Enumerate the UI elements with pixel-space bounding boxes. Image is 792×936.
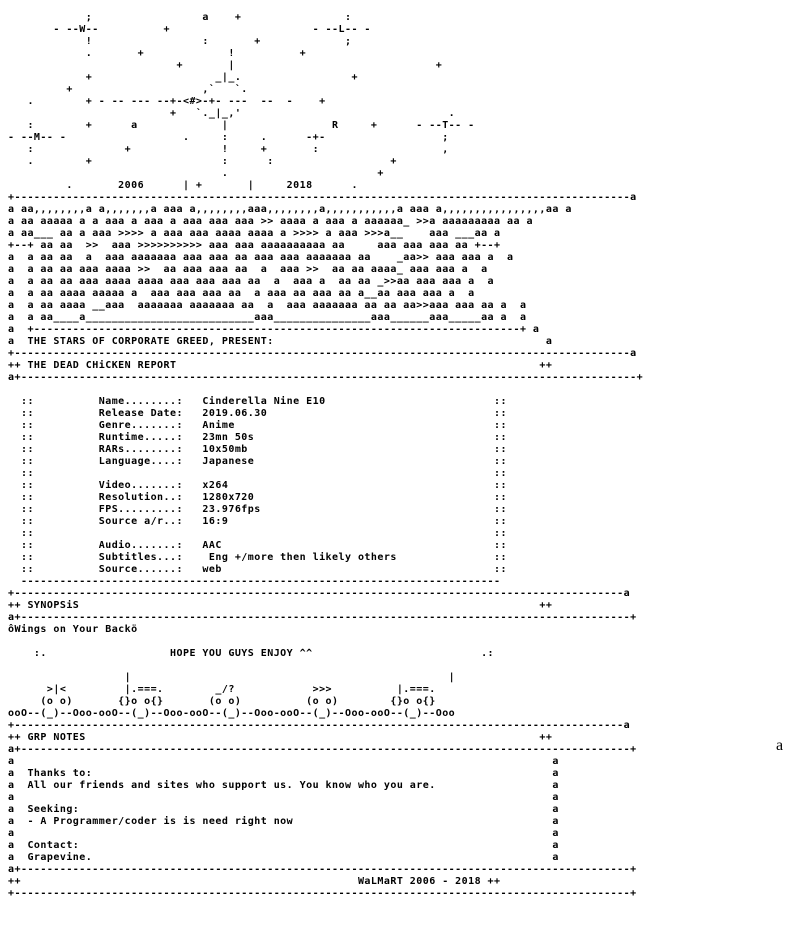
grp-notes-line: ++ WaLMaRT 2006 - 2018 ++ — [8, 876, 501, 887]
logo-art-line: a aa aaaaa a a aaa a aaa a aaa aaa aaa >> aaaa a aaa a aaaaaa_ >>a aaaaaaaaa aa a — [8, 216, 533, 227]
grp-notes-line: a Thanks to: a — [8, 768, 559, 779]
header-art-line: . + : : + — [8, 156, 397, 167]
footer-art-line: +----------------------------------------------------------------------------------------------a — [8, 720, 631, 731]
footer-art-line: a+----------------------------------------------------------------------------------------------+ — [8, 744, 637, 755]
footer-art-line: >|< |.===. _/? >>> |.===. — [8, 684, 436, 695]
header-art-line: : + a | R + - --T-- - — [8, 120, 475, 131]
release-info-line: :: Source a/r..: 16:9 :: — [8, 516, 507, 527]
release-info-line: -------------------------------------------------------------------------- — [8, 576, 501, 587]
logo-art-line: +-----------------------------------------------------------------------------------------------a — [8, 348, 637, 359]
logo-art-line: a aa___ aa a aaa >>>> a aaa aaa aaaa aaaa a >>>> a aaa >>>a__ aaa ___aa a — [8, 228, 501, 239]
grp-notes-line: a a — [8, 828, 559, 839]
release-info-line: :: RARs........: 10x50mb :: — [8, 444, 507, 455]
logo-art-line: a a aa aa aaa aaaa aaaa aaa aaa aaa aa a aaa a aa aa _>>aa aaa aaa a a — [8, 276, 495, 287]
release-info-line: :: Language....: Japanese :: — [8, 456, 507, 467]
grp-notes-line: a a — [8, 756, 559, 767]
release-info-line: ++ SYNOPSiS ++ — [8, 600, 553, 611]
grp-notes-line: a a — [8, 792, 559, 803]
logo-art-line: a a aa____a__________________________aaa_______________aaa______aaa_____aa a a — [8, 312, 527, 323]
release-info-line: :: Release Date: 2019.06.30 :: — [8, 408, 507, 419]
header-art-line: + ,` `. — [8, 84, 248, 95]
logo-art-line: a a aa aaaa __aaa aaaaaaa aaaaaaa aa a aaa aaaaaaa aa aa aa>>aaa aaa aa a a — [8, 300, 527, 311]
header-art-line: + | + — [8, 60, 443, 71]
header-art-line: - --M-- - . : . -+- ; — [8, 132, 449, 143]
header-art-line: + _|_. + — [8, 72, 358, 83]
logo-art-line: a a aa aaaa aaaaa a aaa aaa aaa aa a aaa aa aaa aa a__aa aaa aaa a a — [8, 288, 475, 299]
logo-art-line: ++ THE DEAD CHiCKEN REPORT ++ — [8, 360, 553, 371]
header-art-line: . + ! + — [8, 48, 307, 59]
header-art-line: ; a + : — [8, 12, 352, 23]
header-art-line: . 2006 | + | 2018 . — [8, 180, 358, 191]
release-info-line: :: :: — [8, 468, 507, 479]
logo-art-line: a a aa aa aaa aaaa >> aa aaa aaa aa a aaa >> aa aa aaaa_ aaa aaa a a — [8, 264, 488, 275]
footer-art-line: :. HOPE YOU GUYS ENJOY ^^ .: — [8, 648, 495, 659]
header-art-line: : + ! + : , — [8, 144, 449, 155]
header-art-line: - --W-- + - --L-- - — [8, 24, 371, 35]
release-info-line: :: Audio.......: AAC :: — [8, 540, 507, 551]
grp-notes-line: a+----------------------------------------------------------------------------------------------+ — [8, 864, 637, 875]
footer-art-line: ++ GRP NOTES ++ — [8, 732, 553, 743]
grp-notes-line: a Grapevine. a — [8, 852, 559, 863]
header-art-line: +-----------------------------------------------------------------------------------------------a — [8, 192, 637, 203]
release-info-line: :: Genre.......: Anime :: — [8, 420, 507, 431]
grp-notes-line: +-----------------------------------------------------------------------------------------------+ — [8, 888, 637, 899]
header-art-line: + `._|_,' . — [8, 108, 456, 119]
footer-art-line: ooO--(_)--Ooo-ooO--(_)--Ooo-ooO--(_)--Ooo-ooO--(_)--Ooo-ooO--(_)--Ooo — [8, 708, 456, 719]
logo-art-line: a THE STARS OF CORPORATE GREED, PRESENT: a — [8, 336, 553, 347]
grp-notes-line: a Contact: a — [8, 840, 559, 851]
grp-notes-line: a All our friends and sites who support us. You know who you are. a — [8, 780, 559, 791]
logo-art-line: a+-----------------------------------------------------------------------------------------------+ — [8, 372, 644, 383]
release-info-line: :: Source......: web :: — [8, 564, 507, 575]
release-info-line: :: :: — [8, 528, 507, 539]
logo-art-line: +--+ aa aa >> aaa >>>>>>>>>> aaa aaa aaaaaaaaaa aa aaa aaa aaa aa +--+ — [8, 240, 501, 251]
release-info-line: :: FPS.........: 23.976fps :: — [8, 504, 507, 515]
logo-art-line: a aa,,,,,,,,a a,,,,,,,a aaa a,,,,,,,,aaa,,,,,,,,a,,,,,,,,,,,a aaa a,,,,,,,,,,,,,,,,aa a — [8, 204, 572, 215]
release-info-line: ôWings on Your Backö — [8, 624, 138, 635]
release-info-line: a+----------------------------------------------------------------------------------------------+ — [8, 612, 637, 623]
footer-art-line: | | — [8, 672, 456, 683]
stray-mark: a — [776, 737, 784, 754]
release-info-line: :: Runtime.....: 23mn 50s :: — [8, 432, 507, 443]
grp-notes-line: a Seeking: a — [8, 804, 559, 815]
logo-art-line: a a aa aa a aaa aaaaaaa aaa aaa aa aaa aaa aaaaaaa aa _aa>> aaa aaa a a — [8, 252, 514, 263]
footer-art-line: (o o) {}o o{} (o o) (o o) {}o o{} — [8, 696, 436, 707]
grp-notes-line: a - A Programmer/coder is is need right now a — [8, 816, 559, 827]
release-info-line: :: Video.......: x264 :: — [8, 480, 507, 491]
release-info-line: +----------------------------------------------------------------------------------------------a — [8, 588, 631, 599]
header-art-line: . + — [8, 168, 384, 179]
header-art-line: ! : + ; — [8, 36, 352, 47]
header-art-line: . + - -- --- --+-<#>-+- --- -- - + — [8, 96, 326, 107]
release-info-line: :: Subtitles...: Eng +/more then likely others :: — [8, 552, 507, 563]
release-info-line: :: Name........: Cinderella Nine E10 :: — [8, 396, 507, 407]
release-info-line: :: Resolution..: 1280x720 :: — [8, 492, 507, 503]
logo-art-line: a +---------------------------------------------------------------------------+ a — [8, 324, 540, 335]
